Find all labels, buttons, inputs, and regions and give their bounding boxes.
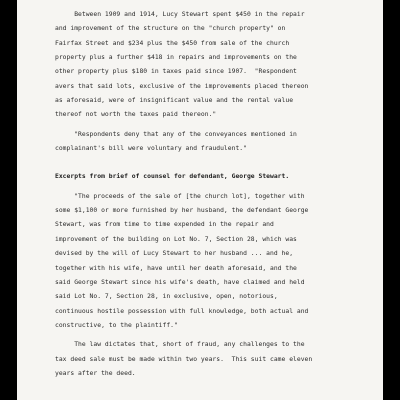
text-line: complainant's bill were voluntary and fraudulent." — [55, 145, 247, 153]
text-line: "Respondents deny that any of the conveyances mentioned in — [55, 130, 297, 138]
paragraph-law — [55, 338, 371, 381]
text-line: and improvement of the structure on the "church property" on — [55, 25, 286, 33]
paragraph-brief-quote — [55, 190, 371, 333]
text-line: tax deed sale must be made within two years. This suit came eleven — [55, 355, 313, 363]
text-line: Fairfax Street and $234 plus the $450 from sale of the church — [55, 39, 290, 47]
document-body — [55, 8, 371, 381]
heading-text: Excerpts from brief of counsel for defendant, George Stewart. — [55, 173, 290, 181]
text-line: continuous hostile possession with full knowledge, both actual and — [55, 307, 309, 315]
text-line: improvement of the building on Lot No. 7, Section 28, which was — [55, 235, 297, 243]
text-line: The law dictates that, short of fraud, any challenges to the — [55, 341, 305, 349]
text-line: avers that said lots, exclusive of the improvements placed thereon — [55, 82, 309, 90]
text-line: property plus a further $418 in repairs and improvements on the — [55, 54, 297, 62]
text-line: together with his wife, have until her death aforesaid, and the — [55, 264, 297, 272]
section-heading — [55, 170, 371, 184]
text-line: "The proceeds of the sale of [the church lot], together with — [55, 192, 305, 200]
text-line: as aforesaid, were of insignificant value and the rental value — [55, 97, 294, 105]
text-line: said Lot No. 7, Section 28, in exclusive, open, notorious, — [55, 293, 278, 301]
text-line: Between 1909 and 1914, Lucy Stewart spent $450 in the repair — [55, 11, 305, 18]
text-line: said George Stewart since his wife's death, have claimed and held — [55, 278, 305, 286]
text-line: years after the deed. — [55, 369, 136, 377]
text-line: other property plus $180 in taxes paid since 1907. "Respondent — [55, 68, 297, 76]
text-line: constructive, to the plaintiff." — [55, 321, 178, 329]
text-line: devised by the will of Lucy Stewart to her husband ... and he, — [55, 250, 294, 258]
text-line: thereof not worth the taxes paid thereon." — [55, 111, 217, 119]
text-line: some $1,100 or more furnished by her husband, the defendant George — [55, 207, 309, 215]
paragraph-deny — [55, 128, 371, 157]
text-line: Stewart, was from time to time expended in the repair and — [55, 221, 274, 229]
document-page — [17, 0, 383, 400]
paragraph-repairs — [55, 8, 371, 123]
